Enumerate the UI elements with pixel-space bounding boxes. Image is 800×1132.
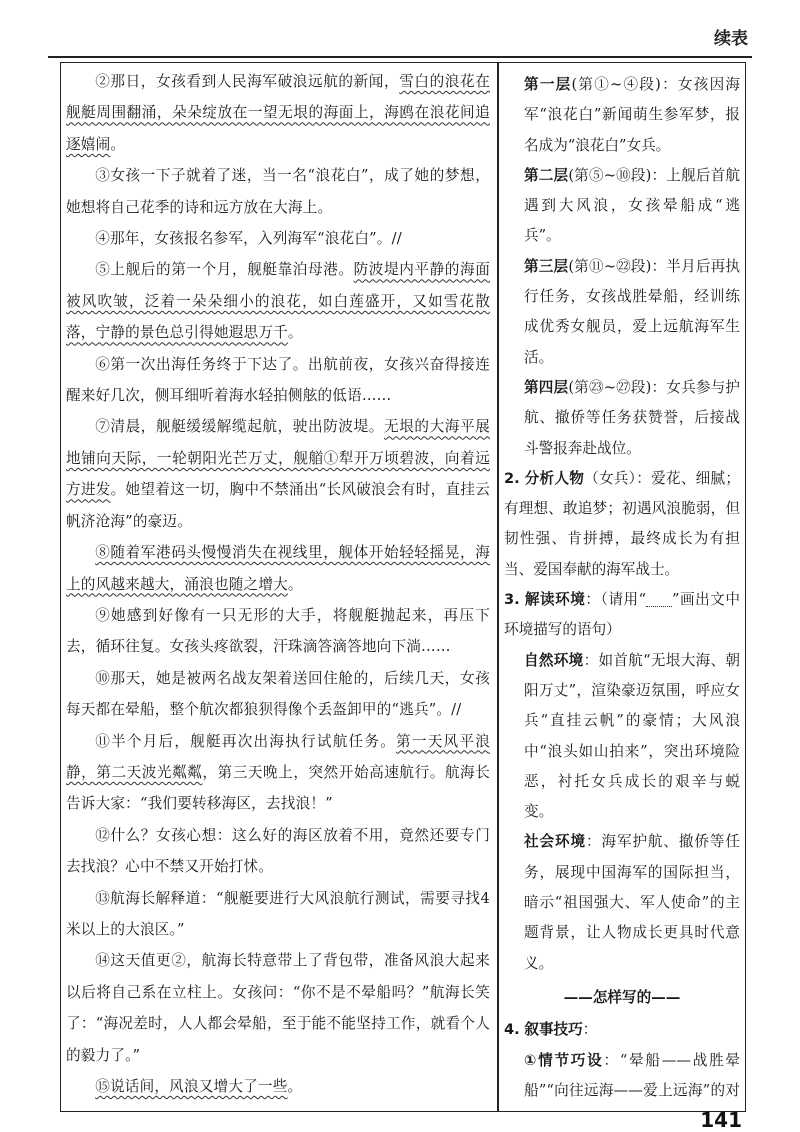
page-header bbox=[0, 0, 800, 56]
layer-item bbox=[504, 252, 740, 373]
paragraph-text: ，第三天晚上，突然开始高速航行。航海长告诉大家：“我们要转移海区，去找浪！” bbox=[66, 763, 490, 813]
q3-title: 解读环境 bbox=[524, 591, 586, 609]
story-paragraph bbox=[66, 223, 490, 254]
story-paragraph bbox=[66, 663, 490, 726]
layer-label: 第四层 bbox=[524, 378, 569, 396]
story-paragraph bbox=[66, 820, 490, 883]
paragraph-text: 。 bbox=[287, 324, 303, 342]
wavy-underlined-text: 防波堤内平静的海面被风吹皱，泛着一朵朵细小的浪花，如白莲盛开，又如雪花散落，宁静的景色总引得她遐思万千 bbox=[66, 261, 490, 342]
q2-answer: （女兵）：爱花、细腻；有理想、敢追梦；初遇风浪脆弱，但韧性强、肯拼搏，最终成长为有担当、爱国奉献的海军战士。 bbox=[504, 469, 740, 578]
story-paragraph bbox=[66, 537, 490, 600]
paragraph-text: ⑩那天，她是被两名战友架着送回住舱的，后续几天，女孩每天都在晕船，整个航次都狼狈得像个丢盔卸甲的“逃兵”。// bbox=[66, 669, 490, 719]
layer-label: 第一层 bbox=[524, 76, 572, 93]
paragraph-text: 。 bbox=[287, 575, 303, 593]
wavy-underlined-text: 雪白的浪花在舰艇周围翻涌，朵朵绽放在一望无垠的海面上，海鸥在浪花间追逐嬉闹 bbox=[66, 73, 490, 153]
paragraph-text: ②那日，女孩看到人民海军破浪远航的新闻， bbox=[95, 73, 400, 90]
story-paragraph bbox=[66, 254, 490, 348]
layer-range: (第①~④段)： bbox=[571, 76, 678, 93]
header-rule bbox=[48, 56, 752, 58]
story-paragraph bbox=[66, 726, 490, 820]
story-paragraph bbox=[66, 600, 490, 663]
story-paragraph bbox=[66, 160, 490, 223]
layer-range: (第⑪~㉒段)： bbox=[568, 257, 667, 275]
layer-text: 半月后再执行任务，女孩战胜晕船，经训练成优秀女舰员，爱上远航海军生活。 bbox=[524, 257, 740, 366]
question-2: 2. 分析人物（女兵）：爱花、细腻；有理想、敢追梦；初遇风浪脆弱，但韧性强、肯拼搏，最终成长为有担当、爱国奉献的海军战士。 bbox=[504, 469, 740, 578]
wavy-underlined-text: ⑧随着军港码头慢慢消失在视线里，舰体开始轻轻摇晃，海上的风越来越大，涌浪也随之增大 bbox=[66, 544, 490, 593]
wavy-underlined-text: 无垠的大海平展地铺向天际，一轮朝阳光芒万丈，舰艏①犁开万顷碧波，向着远方进发 bbox=[66, 418, 490, 499]
question-3: 3. 解读环境：（请用“ ”画出文中环境描写的语句） bbox=[504, 591, 740, 639]
paragraph-text: 。她望着这一切，胸中不禁涌出“长风破浪会有时，直挂云帆济沧海”的豪迈。 bbox=[66, 481, 490, 530]
section-title: ——怎样写的—— bbox=[563, 988, 681, 1006]
paragraph-text: ⑥第一次出海任务终于下达了。出航前夜，女孩兴奋得接连醒来好几次，侧耳细听着海水轻拍侧舷的低语…… bbox=[66, 355, 490, 405]
layer-range: (第㉓~㉗段)： bbox=[568, 378, 667, 396]
analysis-column bbox=[504, 70, 740, 1106]
question-4: 4. 叙事技巧： bbox=[504, 1021, 598, 1039]
layer-label: 第二层 bbox=[524, 166, 569, 184]
social-environment: 社会环境：海军护航、撤侨等任务，展现中国海军的国际担当，暗示“祖国强大、军人使命”的主题背景，让人物成长更具时代意义。 bbox=[524, 833, 740, 972]
q2-title: 分析人物 bbox=[524, 469, 585, 487]
layer-label: 第三层 bbox=[524, 257, 569, 275]
wavy-underlined-text: 第一天风平浪静，第二天波光粼粼 bbox=[66, 732, 490, 781]
paragraph-text: ⑭这天值更②，航海长特意带上了背包带，准备风浪大起来以后将自己系在立柱上。女孩问：“你不是不晕船吗？”航海长笑了：“海况差时，人人都会晕船，至于能不能坚持工作，就看个人的毅力了。” bbox=[66, 952, 490, 1064]
q4-title: 叙事技巧 bbox=[524, 1021, 583, 1039]
technique-plot: ①情节巧设：“晕船——战胜晕船”“向往远海——爱上远海”的对 bbox=[524, 1051, 740, 1099]
paragraph-text: ⑫什么？女孩心想：这么好的海区放着不用，竟然还要专门去找浪？心中不禁又开始打怵。 bbox=[66, 826, 490, 876]
paragraph-text: 。 bbox=[287, 1078, 303, 1095]
story-paragraph bbox=[66, 883, 490, 946]
layer-text: 上舰后首航遇到大风浪，女孩晕船成“逃兵”。 bbox=[524, 166, 740, 245]
paragraph-text: ⑦清晨，舰艇缓缓解缆起航，驶出防波堤。 bbox=[95, 418, 384, 436]
paragraph-text: ④那年，女孩报名参军，入列海军“浪花白”。// bbox=[95, 230, 402, 248]
story-paragraph bbox=[66, 349, 490, 412]
paragraph-text: ⑤上舰后的第一个月，舰艇靠泊母港。 bbox=[95, 261, 354, 279]
structure-layers bbox=[504, 70, 740, 464]
story-paragraph bbox=[66, 411, 490, 537]
paragraph-text: ③女孩一下子就着了迷，当一名“浪花白”，成了她的梦想，她想将自己花季的诗和远方放在大海上。 bbox=[66, 167, 490, 216]
paragraph-text: 。 bbox=[110, 135, 126, 153]
layer-range: (第⑤~⑩段)： bbox=[568, 166, 667, 184]
paragraph-text: ⑨她感到好像有一只无形的大手，将舰艇抛起来，再压下去，循环往复。女孩头疼欲裂，汗珠滴答滴答地向下淌…… bbox=[66, 606, 490, 656]
story-paragraph bbox=[66, 66, 490, 160]
layer-item bbox=[504, 373, 740, 464]
wavy-line-symbol bbox=[646, 594, 672, 607]
story-column bbox=[66, 66, 490, 1106]
story-paragraph bbox=[66, 1071, 490, 1102]
continued-label: 续表 bbox=[714, 29, 748, 49]
paragraph-text: ⑪半个月后，舰艇再次出海执行试航任务。 bbox=[95, 732, 397, 750]
paragraph-text: ⑬航海长解释道：“舰艇要进行大风浪航行测试，需要寻找4米以上的大浪区。” bbox=[66, 889, 490, 938]
column-divider bbox=[497, 62, 499, 1112]
layer-text: 女孩因海军“浪花白”新闻萌生参军梦，报名成为“浪花白”女兵。 bbox=[524, 76, 740, 154]
layer-item bbox=[504, 161, 740, 252]
natural-environment: 自然环境：如首航“无垠大海、朝阳万丈”，渲染豪迈氛围，呼应女兵“直挂云帆”的豪情；大风浪中“浪头如山拍来”，突出环境险恶，衬托女兵成长的艰辛与蜕变。 bbox=[524, 651, 740, 821]
story-paragraph bbox=[66, 945, 490, 1071]
wavy-underlined-text: ⑮说话间，风浪又增大了一些 bbox=[95, 1078, 288, 1095]
story-paragraph bbox=[66, 1102, 490, 1106]
page-number: 141 bbox=[700, 1108, 742, 1132]
layer-text: 女兵参与护航、撤侨等任务获赞誉，后接战斗警报奔赴战位。 bbox=[524, 378, 740, 457]
layer-item bbox=[504, 70, 740, 161]
